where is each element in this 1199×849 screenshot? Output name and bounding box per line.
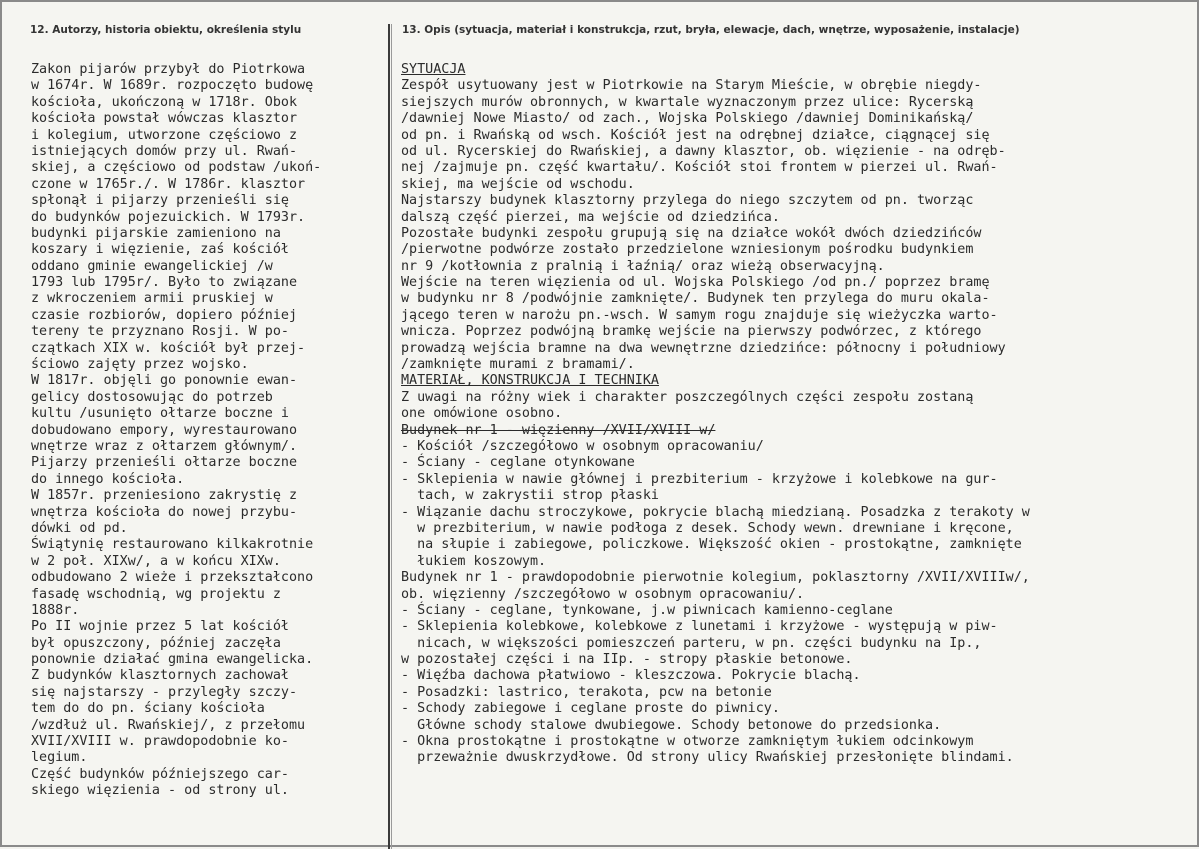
column-divider-shadow: [391, 24, 392, 849]
history-line: koszary i więzienie, zaś kościół: [31, 242, 289, 258]
description-line: tach, w zakrystii strop płaski: [401, 488, 659, 504]
description-line: - Sklepienia kolebkowe, kolebkowe z lunetami i krzyżowe - występują w piw-: [401, 619, 998, 635]
history-line: ponownie działać gmina ewangelicka.: [31, 652, 314, 668]
description-line: nej /zajmuje pn. część kwartału/. Kościół stoi frontem w pierzei ul. Rwań-: [401, 160, 998, 176]
description-line: - Sklepienia w nawie głównej i prezbiterium - krzyżowe i kolebkowe na gur-: [401, 471, 998, 487]
description-line: dalszą część pierzei, ma wejście od dziedzińca.: [401, 209, 780, 225]
description-line: wnicza. Poprzez podwójną bramkę wejście na pierwszy podwórzec, z którego: [401, 324, 982, 340]
description-line: Pozostałe budynki zespołu grupują się na działce wokół dwóch dziedzińców: [401, 225, 982, 241]
history-line: tem do do pn. ściany kościoła: [31, 701, 265, 717]
section-subheading: SYTUACJA: [401, 62, 466, 77]
history-line: odbudowano 2 wieże i przekształcono: [31, 570, 314, 586]
description-line: /pierwotne podwórze zostało przedzielone wzniesionym pośrodku budynkiem: [401, 242, 974, 258]
description-line: skiej, ma wejście od wschodu.: [401, 176, 635, 192]
description-line: w prezbiterium, w nawie podłoga z desek. Schody wewn. drewniane i kręcone,: [401, 520, 1014, 536]
history-line: XVII/XVIII w. prawdopodobnie ko-: [31, 734, 289, 750]
description-line: nr 9 /kotłownia z pralnią i łaźnią/ oraz wieżą obserwacyjną.: [401, 258, 885, 274]
history-line: wnętrza kościoła do nowej przybu-: [31, 504, 298, 520]
description-line: w pozostałej części i na IIp. - stropy płaskie betonowe.: [401, 652, 853, 668]
history-line: budynki pijarskie zamieniono na: [31, 225, 281, 241]
description-line: Budynek nr 1 - prawdopodobnie pierwotnie kolegium, poklasztorny /XVII/XVIIIw/,: [401, 570, 1030, 586]
description-line: - Posadzki: lastrico, terakota, pcw na betonie: [401, 684, 772, 700]
history-line: i kolegium, utworzone częściowo z: [31, 127, 298, 143]
history-line: do innego kościoła.: [31, 471, 185, 487]
history-line: Zakon pijarów przybył do Piotrkowa: [31, 62, 306, 77]
history-line: Świątynię restaurowano kilkakrotnie: [31, 537, 314, 553]
history-line: się najstarszy - przyległy szczy-: [31, 684, 298, 700]
description-line: jącego teren w narożu pn.-wsch. W samym rogu znajduje się wieżyczka warto-: [401, 307, 998, 323]
description-line: siejszych murów obronnych, w kwartale wyznaczonym przez ulice: Rycerską: [401, 94, 974, 110]
history-line: fasadę wschodnią, wg projektu z: [31, 586, 281, 602]
history-line: był opuszczony, później zaczęła: [31, 635, 281, 651]
description-line: Z uwagi na różny wiek i charakter poszczególnych części zespołu zostaną: [401, 389, 974, 405]
description-line: prowadzą wejścia bramne na dwa wewnętrzne dziedzińce: północny i południowy: [401, 340, 1006, 356]
description-line: od pn. i Rwańską od wsch. Kościół jest na odrębnej działce, ciągnącej się: [401, 127, 990, 143]
history-line: Po II wojnie przez 5 lat kościół: [31, 619, 289, 635]
history-line: skiej, a częściowo od podstaw /ukoń-: [31, 160, 322, 176]
description-line: Najstarszy budynek klasztorny przylega do niego szczytem od pn. tworząc: [401, 193, 974, 209]
description-column: [401, 62, 1193, 767]
description-line: nicach, w większości pomieszczeń parteru, w pn. części budynku na Ip.,: [401, 635, 982, 651]
history-line: 1888r.: [31, 602, 80, 618]
history-line: do budynków pojezuickich. W 1793r.: [31, 209, 306, 225]
description-line: /zamknięte murami z bramami/.: [401, 357, 635, 373]
description-line: - Ściany - ceglane otynkowane: [401, 455, 635, 471]
history-line: istniejących domów przy ul. Rwań-: [31, 143, 298, 159]
history-line: dobudowano empory, wyrestaurowano: [31, 422, 298, 438]
history-line: skiego więzienia - od strony ul.: [31, 783, 289, 799]
history-line: W 1857r. przeniesiono zakrystię z: [31, 488, 298, 504]
history-line: w 2 poł. XIXw/, a w końcu XIXw.: [31, 553, 281, 569]
description-line: - Schody zabiegowe i ceglane proste do piwnicy.: [401, 701, 780, 717]
column-divider: [388, 24, 390, 849]
history-line: kościoła powstał wówczas klasztor: [31, 111, 298, 127]
history-line: w 1674r. W 1689r. rozpoczęto budowę: [31, 78, 314, 94]
description-line: przeważnie dwuskrzydłowe. Od strony ulicy Rwańskiej przesłonięte blindami.: [401, 750, 1014, 766]
history-line: wnętrze wraz z ołtarzem głównym/.: [31, 438, 298, 454]
description-line: Wejście na teren więzienia od ul. Wojska Polskiego /od pn./ poprzez bramę: [401, 275, 990, 291]
description-line: /dawniej Nowe Miasto/ od zach., Wojska Polskiego /dawniej Dominikańską/: [401, 111, 974, 127]
history-line: ściowo zajęty przez wojsko.: [31, 357, 249, 373]
description-line: na słupie i zabiegowe, policzkowe. Większość okien - prostokątne, zamknięte: [401, 537, 1022, 553]
history-line: dówki od pd.: [31, 520, 128, 536]
history-line: kościoła, ukończoną w 1718r. Obok: [31, 94, 298, 110]
section-13-heading: 13. Opis (sytuacja, materiał i konstrukcja, rzut, bryła, elewacje, dach, wnętrze, wyposażenie, instalacje): [402, 24, 1020, 36]
history-line: czone w 1765r./. W 1786r. klasztor: [31, 176, 306, 192]
description-line: ob. więzienny /szczegółowo w osobnym opracowaniu/.: [401, 586, 805, 602]
section-12-heading: 12. Autorzy, historia obiektu, określenia stylu: [30, 24, 302, 36]
description-line: - Ściany - ceglane, tynkowane, j.w piwnicach kamienno-ceglane: [401, 602, 893, 618]
history-line: spłonął i pijarzy przenieśli się: [31, 193, 289, 209]
history-line: Z budynków klasztornych zachował: [31, 668, 289, 684]
description-line: - Więźba dachowa płatwiowo - kleszczowa. Pokrycie blachą.: [401, 668, 861, 684]
description-line: łukiem koszowym.: [401, 553, 547, 569]
description-line: - Kościół /szczegółowo w osobnym opracowaniu/: [401, 438, 764, 454]
description-line: - Okna prostokątne i prostokątne w otworze zamkniętym łukiem odcinkowym: [401, 734, 974, 750]
history-line: 1793 lub 1795r/. Było to związane: [31, 275, 298, 291]
history-line: czątkach XIX w. kościół był przej-: [31, 340, 306, 356]
history-line: gelicy dostosowując do potrzeb: [31, 389, 273, 405]
description-line: w budynku nr 8 /podwójnie zamknięte/. Budynek ten przylega do muru okala-: [401, 291, 990, 307]
history-line: legium.: [31, 750, 88, 766]
description-line: Zespół usytuowany jest w Piotrkowie na Starym Mieście, w obrębie niegdy-: [401, 78, 982, 94]
history-column: [31, 62, 386, 800]
description-line: one omówione osobno.: [401, 406, 563, 422]
description-line: od ul. Rycerskiej do Rwańskiej, a dawny klasztor, ob. więzienie - na odręb-: [401, 143, 1006, 159]
history-line: oddano gminie ewangelickiej /w: [31, 258, 273, 274]
history-line: z wkroczeniem armii pruskiej w: [31, 291, 273, 307]
section-subheading: MATERIAŁ, KONSTRUKCJA I TECHNIKA: [401, 373, 659, 389]
history-line: Część budynków późniejszego car-: [31, 766, 289, 782]
description-line: Główne schody stalowe dwubiegowe. Schody betonowe do przedsionka.: [401, 717, 942, 733]
description-line: - Wiązanie dachu stroczykowe, pokrycie blachą miedzianą. Posadzka z terakoty w: [401, 504, 1030, 520]
history-line: /wzdłuż ul. Rwańskiej/, z przełomu: [31, 717, 306, 733]
history-line: kultu /usunięto ołtarze boczne i: [31, 406, 289, 422]
history-line: W 1817r. objęli go ponownie ewan-: [31, 373, 298, 389]
history-line: tereny te przyznano Rosji. W po-: [31, 324, 289, 340]
history-line: Pijarzy przenieśli ołtarze boczne: [31, 455, 298, 471]
history-line: czasie rozbiorów, dopiero później: [31, 307, 298, 323]
description-line: Budynek nr 1 - więzienny /XVII/XVIII w/: [401, 422, 716, 438]
